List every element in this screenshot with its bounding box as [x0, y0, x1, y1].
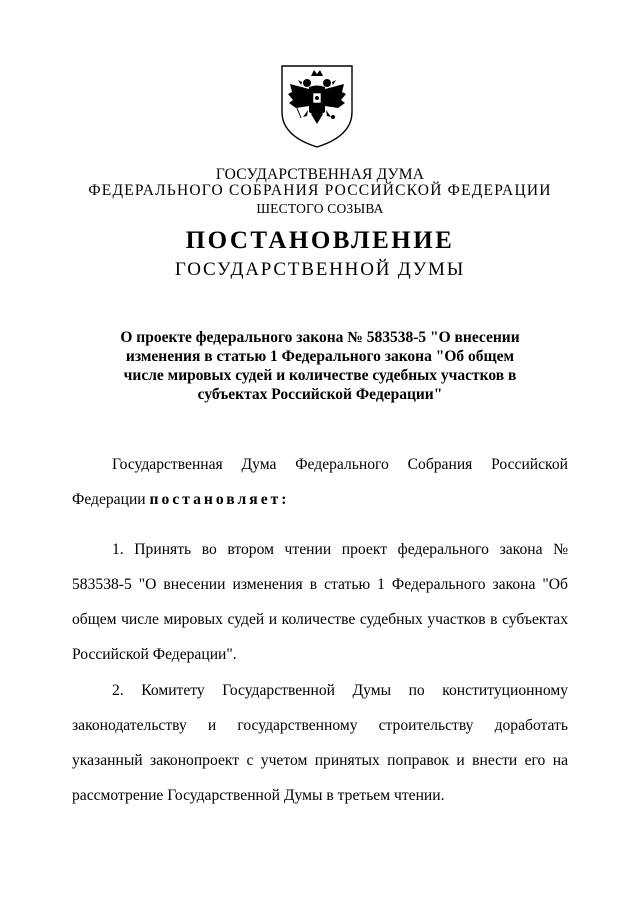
- header-line-convocation: ШЕСТОГО СОЗЫВА: [256, 201, 384, 216]
- header-line-duma: ГОСУДАРСТВЕННАЯ ДУМА: [215, 166, 425, 183]
- header-line-assembly: ФЕДЕРАЛЬНОГО СОБРАНИЯ РОССИЙСКОЙ ФЕДЕРАЦИИ: [88, 182, 552, 199]
- coat-of-arms-emblem: [278, 62, 356, 150]
- document-title: ПОСТАНОВЛЕНИЕ: [185, 227, 455, 254]
- item-1-paragraph: 1. Принять во втором чтении проект федерального закона № 583538-5 "О внесении изменения в статью 1 Федерального закона "Об общем числе мировых судей и количестве судебных участков в субъектах Российской Федерации".: [72, 541, 568, 663]
- document-subtitle: ГОСУДАРСТВЕННОЙ ДУМЫ: [174, 259, 466, 280]
- item-2-paragraph: 2. Комитету Государственной Думы по конституционному законодательству и государственному строительству доработать указанный законопроект с учетом принятых поправок и внести его на рассмотрение Государственной Думы в третьем чтении.: [72, 682, 568, 804]
- document-subject: О проекте федерального закона № 583538-5 "О внесении изменения в статью 1 Федерального закона "Об общем числе мировых судей и количестве судебных участков в субъектах Российской Федерации": [120, 329, 520, 403]
- intro-text: Государственная Дума Федерального Собрания Российской Федерации: [72, 456, 568, 508]
- intro-emphasis: постановляет:: [149, 491, 290, 508]
- intro-paragraph: [72, 447, 568, 517]
